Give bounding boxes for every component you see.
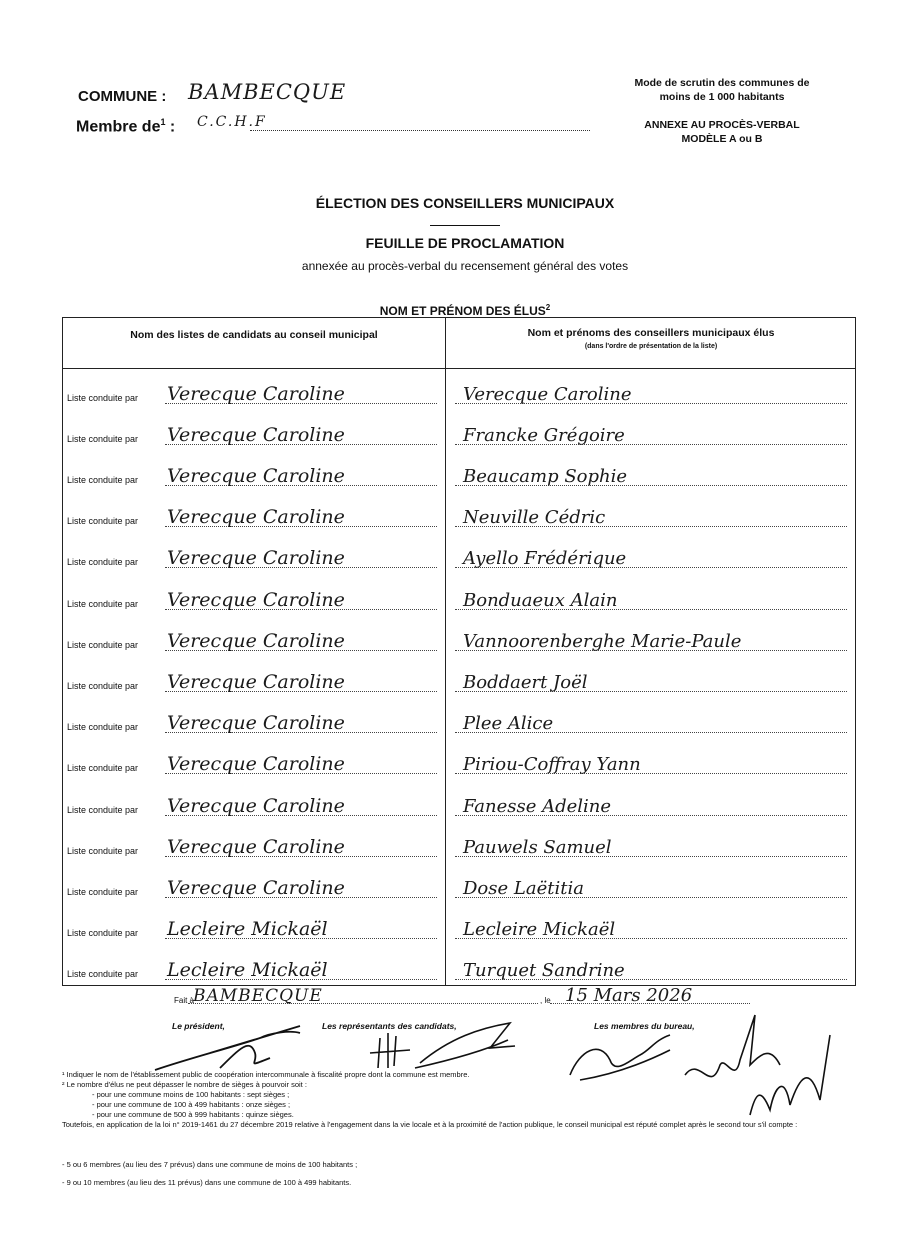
- fait-label: Fait à: [174, 996, 195, 1005]
- table-row: [63, 821, 855, 862]
- table-row: [63, 450, 855, 491]
- elected-councillor-name: Turquet Sandrine: [463, 960, 625, 982]
- membre-label: Membre $de^1$ :: [76, 117, 176, 136]
- row-label: Liste conduite par: [67, 886, 139, 897]
- footnote-2a: - pour une commune moins de 100 habitants : sept sièges ;: [92, 1090, 290, 1099]
- elected-councillor-name: Neuville Cédric: [463, 507, 606, 529]
- row-label: Liste conduite par: [67, 763, 139, 774]
- table-row: [63, 862, 855, 903]
- footnote-3a: - 5 ou 6 membres (au lieu des 7 prévus) dans une commune de moins de 100 habitants ;: [62, 1160, 358, 1169]
- footnote-1: ¹ Indiquer le nom de l'établissement public de coopération intercommunale à fiscalité propre dont la commune est membre.: [62, 1070, 470, 1079]
- elus-heading-text: NOM ET PRÉNOM DES ÉLUS: [379, 304, 546, 318]
- row-label: Liste conduite par: [67, 845, 139, 856]
- elected-councillor-name: Boddaert Joël: [463, 671, 588, 693]
- row-label: Liste conduite par: [67, 598, 139, 609]
- membre-footnote-ref: 1: [160, 117, 166, 127]
- row-label: Liste conduite par: [67, 722, 139, 733]
- list-leader-name: Verecque Caroline: [167, 506, 345, 529]
- footnote-2b: - pour une commune de 100 à 499 habitants : onze sièges ;: [92, 1100, 291, 1109]
- annexe-label: ANNEXE AU PROCÈS-VERBAL MODÈLE A ou B: [644, 119, 800, 145]
- elected-councillor-name: Fanesse Adeline: [463, 795, 612, 817]
- table-row: [63, 739, 855, 780]
- elus-heading: [0, 303, 900, 318]
- row-label: Liste conduite par: [67, 474, 139, 485]
- table-row: [63, 615, 855, 656]
- elus-footnote-ref: 2: [545, 303, 551, 312]
- table-row: [63, 780, 855, 821]
- col-header-elus-note: (dans l'ordre de présentation de la liste): [584, 343, 718, 350]
- elected-councillor-name: Lecleire Mickaël: [463, 919, 616, 941]
- list-leader-name: Verecque Caroline: [167, 753, 345, 776]
- table-row: [63, 945, 855, 986]
- footnote-3: Toutefois, en application de la loi n° 2019-1461 du 27 décembre 2019 relative à l'engagement dans la vie locale et à la proximité de l'action publique, le conseil municipal est réputé complet après le second tour s'il compte :: [62, 1120, 798, 1129]
- page-title: ÉLECTION DES CONSEILLERS MUNICIPAUX: [315, 195, 615, 211]
- elected-councillor-name: Verecque Caroline: [463, 383, 632, 405]
- footnote-3b: - 9 ou 10 membres (au lieu des 11 prévus) dans une commune de 100 à 499 habitants.: [62, 1178, 352, 1187]
- list-leader-name: Verecque Caroline: [167, 670, 345, 693]
- president-label: Le président,: [172, 1021, 225, 1031]
- commune-value: BAMBECQUE: [188, 80, 347, 104]
- elected-councillor-name: Beaucamp Sophie: [463, 465, 628, 487]
- table-row: [63, 656, 855, 697]
- elected-councillor-name: Vannoorenberghe Marie-Paule: [463, 630, 742, 652]
- row-label: Liste conduite par: [67, 804, 139, 815]
- commune-label: COMMUNE :: [78, 88, 167, 105]
- list-leader-name: Lecleire Mickaël: [167, 918, 328, 941]
- elected-councillor-name: Francke Grégoire: [463, 424, 625, 446]
- elected-councillor-name: Dose Laëtitia: [463, 877, 584, 899]
- table-row: [63, 409, 855, 450]
- list-leader-name: Verecque Caroline: [167, 712, 345, 735]
- membre-dotted-line: [250, 118, 590, 131]
- row-label: Liste conduite par: [67, 639, 139, 650]
- list-leader-name: Verecque Caroline: [167, 629, 345, 652]
- row-label: Liste conduite par: [67, 969, 139, 980]
- list-leader-name: Verecque Caroline: [167, 382, 345, 405]
- elected-councillor-name: Plee Alice: [463, 713, 554, 735]
- row-label: Liste conduite par: [67, 557, 139, 568]
- elected-councillor-name: Bonduaeux Alain: [463, 589, 618, 611]
- row-label: Liste conduite par: [67, 928, 139, 939]
- elected-councillor-name: Pauwels Samuel: [463, 836, 612, 858]
- table-row: [63, 368, 855, 409]
- elected-councillor-name: Ayello Frédérique: [463, 548, 627, 570]
- row-label: Liste conduite par: [67, 680, 139, 691]
- footnote-2c: - pour une commune de 500 à 999 habitants : quinze sièges.: [92, 1110, 294, 1119]
- le-label: , le: [540, 996, 551, 1005]
- fait-place: BAMBECQUE: [193, 986, 323, 1006]
- list-leader-name: Verecque Caroline: [167, 876, 345, 899]
- membres-bureau-label: Les membres du bureau,: [594, 1021, 695, 1031]
- footnote-2: ² Le nombre d'élus ne peut dépasser le nombre de sièges à pourvoir soit :: [62, 1080, 307, 1089]
- membre-value: C.C.H.F: [197, 114, 267, 130]
- table-row: [63, 533, 855, 574]
- page-subnote: annexée au procès-verbal du recensement général des votes: [301, 259, 629, 273]
- table-row: [63, 904, 855, 945]
- row-label: Liste conduite par: [67, 433, 139, 444]
- footnotes: [62, 1070, 862, 1130]
- list-leader-name: Verecque Caroline: [167, 588, 345, 611]
- title-divider: [430, 225, 500, 226]
- representant-signature-1: [370, 1018, 520, 1078]
- list-leader-name: Verecque Caroline: [167, 547, 345, 570]
- table-row: [63, 492, 855, 533]
- elus-table: [62, 317, 856, 986]
- list-leader-name: Verecque Caroline: [167, 423, 345, 446]
- table-row: [63, 698, 855, 739]
- membre-label-text: Membre de: [76, 118, 161, 136]
- elected-councillor-name: Piriou-Coffray Yann: [463, 754, 641, 776]
- list-leader-name: Verecque Caroline: [167, 835, 345, 858]
- mode-scrutin: Mode de scrutin des communes de moins de 1 000 habitants: [634, 77, 810, 103]
- list-leader-name: Verecque Caroline: [167, 794, 345, 817]
- row-label: Liste conduite par: [67, 392, 139, 403]
- list-leader-name: Lecleire Mickaël: [167, 959, 328, 982]
- president-signature: [150, 1018, 310, 1078]
- col-header-listes: Nom des listes de candidats au conseil municipal: [130, 329, 378, 341]
- fait-date: 15 Mars 2026: [565, 985, 693, 1006]
- list-leader-name: Verecque Caroline: [167, 464, 345, 487]
- col-header-elus-text: Nom et prénoms des conseillers municipaux élus: [527, 327, 775, 339]
- col-header-elus: [445, 327, 857, 353]
- table-row: [63, 574, 855, 615]
- row-label: Liste conduite par: [67, 516, 139, 527]
- representants-label: Les représentants des candidats,: [322, 1021, 457, 1031]
- page-subtitle: FEUILLE DE PROCLAMATION: [365, 235, 565, 251]
